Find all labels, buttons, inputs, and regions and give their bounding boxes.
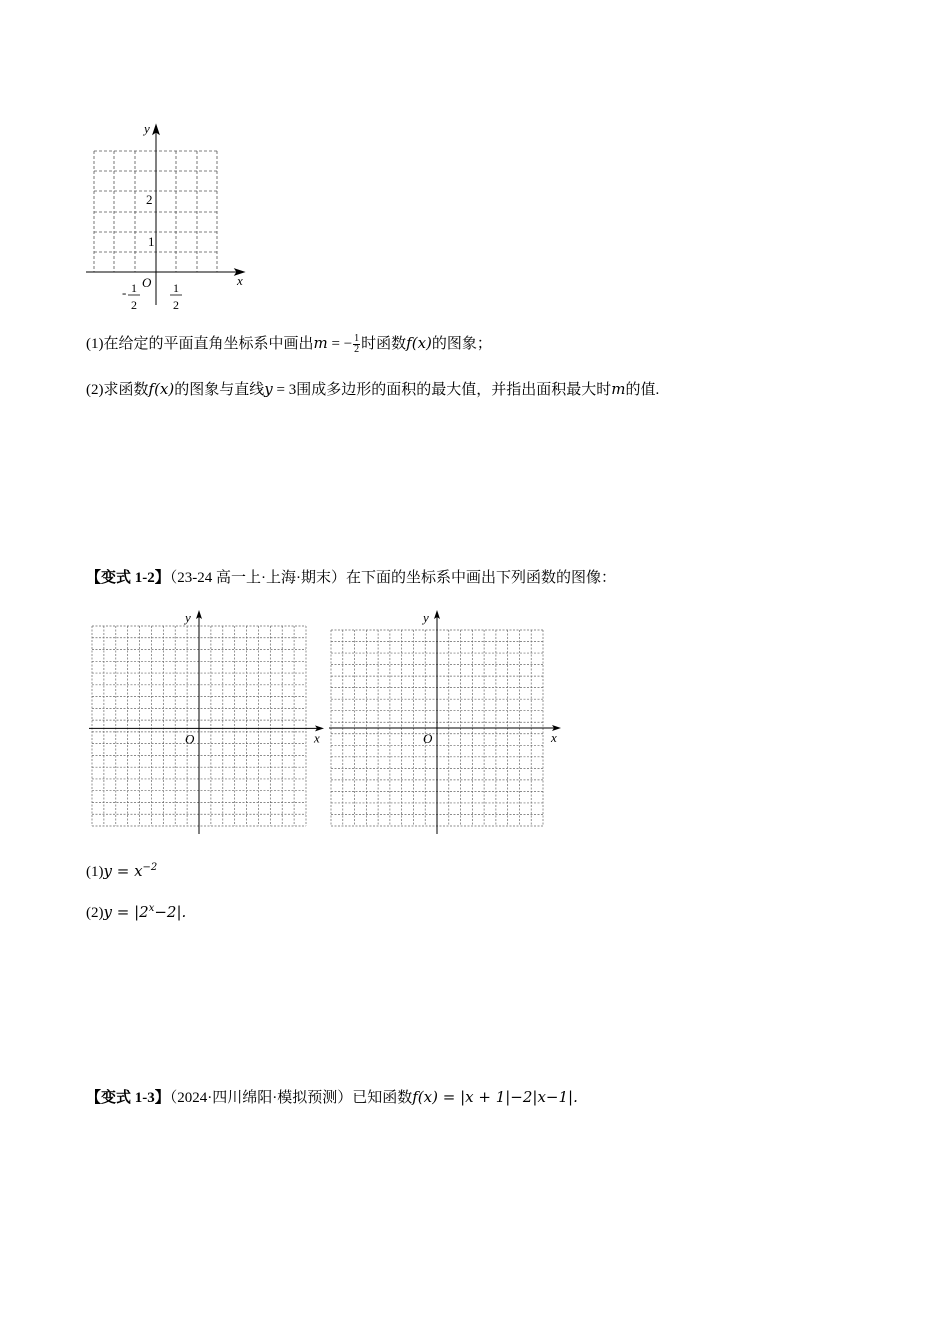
function-expression: f(x) = |x + 1|−2|x−1|.	[412, 1088, 578, 1106]
tick-x-neg-den: 2	[131, 298, 137, 312]
variant-label: 【变式 1-3】	[86, 1090, 170, 1106]
coordinate-grid-right	[325, 608, 565, 838]
variant-1-2-heading	[86, 568, 616, 588]
coordinate-grid-left	[85, 608, 325, 838]
tick-x-pos-den: 2	[173, 298, 179, 312]
x-axis-label: x	[314, 730, 320, 746]
tick-x-neg-sign: -	[122, 285, 127, 300]
variant-1-3-heading	[86, 1087, 578, 1108]
origin-label: O	[185, 731, 195, 747]
variant-1-2-item-1: $(1)y = x^{-2}$	[86, 862, 158, 880]
y-axis-label: y	[144, 121, 150, 136]
question-part-2: (2)求函数f(x)的图象与直线y = 3围成多边形的面积的最大值，并指出面积最大时m的值.	[86, 380, 660, 398]
variant-1-2-item-2: $(2)y = |2^x-2|$.	[86, 903, 187, 921]
origin-label: O	[423, 731, 433, 746]
variant-label: 【变式 1-2】	[86, 570, 170, 586]
origin-label: O	[142, 275, 152, 290]
tick-x-neg-num: 1	[131, 281, 137, 295]
tick-y-1: 1	[148, 234, 155, 249]
y-axis-label: y	[185, 610, 191, 625]
tick-y-2: 2	[146, 192, 153, 207]
variant-source: （23-24 高一上·上海·期末）在下面的坐标系中画出下列函数的图像：	[169, 570, 616, 586]
x-axis-label: x	[551, 730, 557, 745]
y-axis-label: y	[423, 610, 429, 625]
coordinate-grid-1	[80, 115, 260, 315]
tick-x-pos-num: 1	[173, 281, 179, 295]
question-part-1: (1)在给定的平面直角坐标系中画出m = − $\frac{1}{2}$ 时函数f(x)的图象；	[86, 333, 492, 356]
variant-source: （2024·四川绵阳·模拟预测）已知函数	[169, 1090, 413, 1106]
x-axis-label: x	[237, 273, 243, 288]
